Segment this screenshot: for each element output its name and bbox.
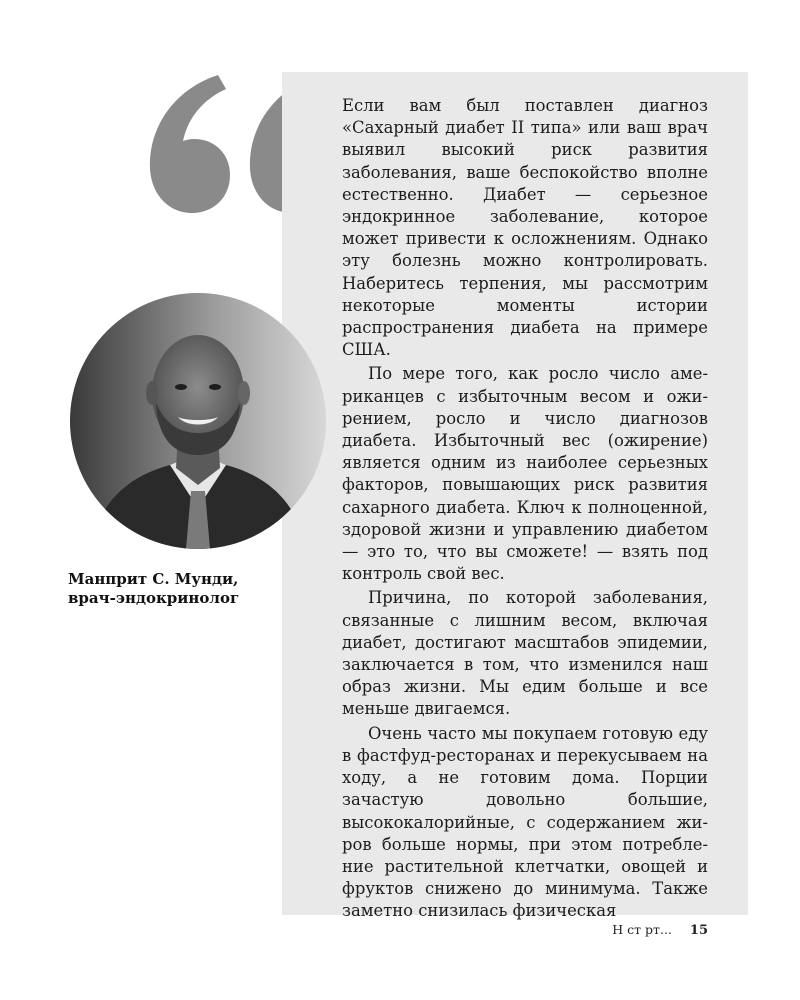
article-body [342,95,708,923]
paragraph: Причина, по которой заболевания, связанные с лишним весом, включая диабет, достигают масштабов эпидемии, заключается в том, что изменился наш образ жизни. Мы едим больше и все меньше двигаемся. [342,588,708,719]
portrait-caption [68,570,288,608]
page-number: 15 [689,923,708,938]
page-footer [612,922,708,938]
portrait-illustration [70,293,326,549]
author-name: Манприт С. Мунди, [68,570,239,588]
author-title: врач-эндокринолог [68,589,240,607]
paragraph: Если вам был поставлен диагноз «Сахарный диабет II типа» или ваш врач выявил высокий риск развития заболевания, ваше беспокойство вполне естественно. Диабет — серьезное эндокринное заболевание, которое может привести к осложнениям. Однако эту болезнь можно контролировать. Наберитесь терпения, мы рассмотрим некоторые моменты истории распространения диабета на примере США. [342,96,708,360]
author-portrait [70,293,326,549]
paragraph: Очень часто мы покупаем готовую еду в фастфуд-ресторанах и перекусываем на ходу, а не готовим дома. Порции зачастую довольно большие, высококалорийные, с содержанием жиров больше нормы, при этом потребление растительной клетчатки, овощей и фруктов снижено до минимума. Также заметно снизилась физическая [342,723,708,921]
paragraph: По мере того, как росло число американцев с избыточным весом и ожирением, росло и число диагнозов диабета. Избыточный вес (ожирение) является одним из наиболее серьезных факторов, повышающих риск развития сахарного диабета. Ключ к полноценной, здоровой жизни и управлению диабетом — это то, что вы сможете! — взять под контроль свой вес. [342,364,708,584]
running-title: Н ст рт... [612,922,672,937]
